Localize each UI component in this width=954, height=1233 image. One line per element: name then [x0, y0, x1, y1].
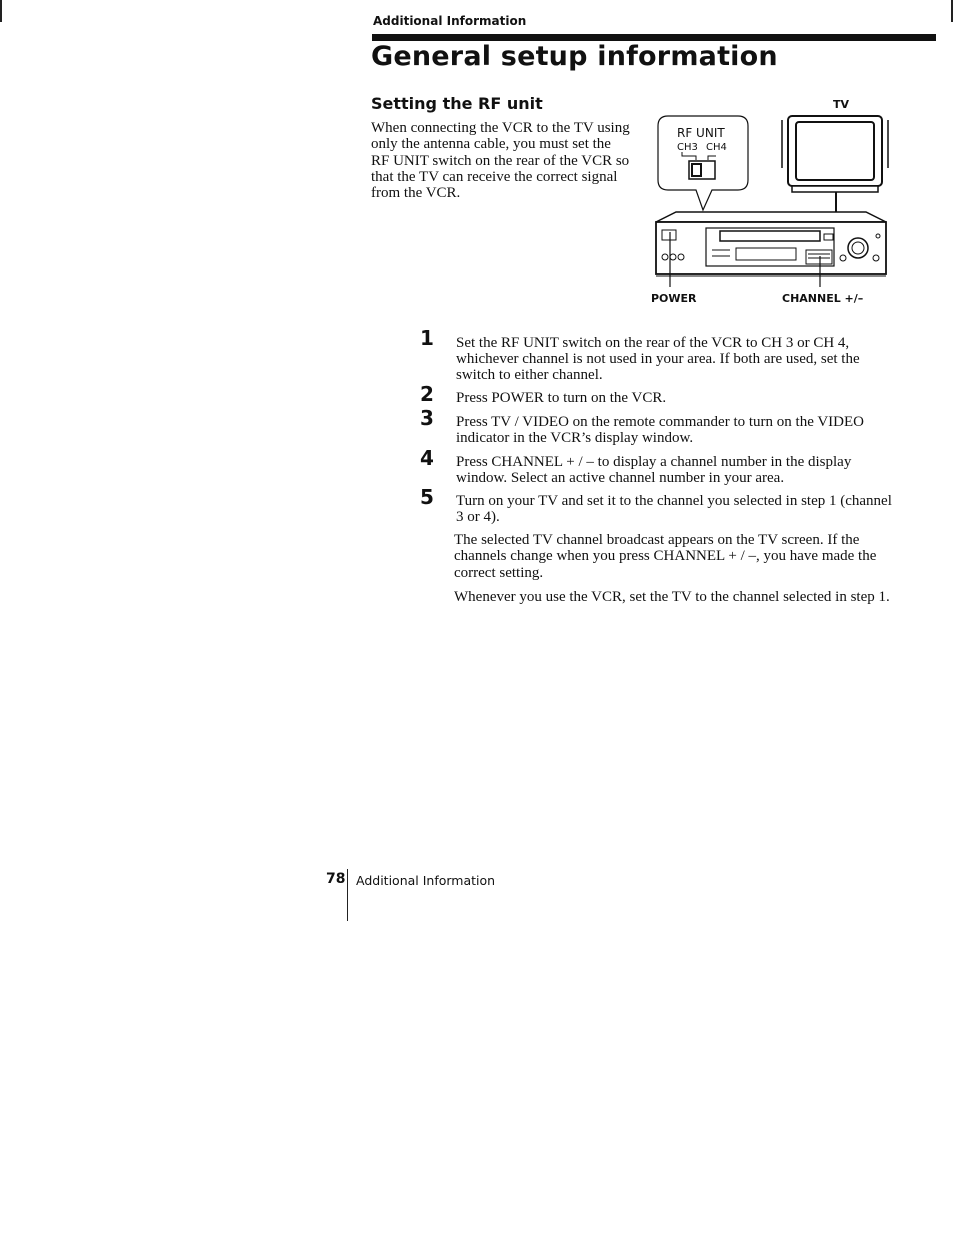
step-text: Press POWER to turn on the VCR.	[456, 390, 667, 406]
step-text: Set the RF UNIT switch on the rear of the VCR to CH 3 or CH 4, whichever channel is not used in your area. If both are used, set the switch to either channel.	[456, 335, 860, 383]
rf-switch-knob	[692, 164, 701, 176]
tv-illustration	[782, 116, 888, 214]
vcr-illustration	[656, 212, 886, 287]
section-header: Additional Information	[373, 14, 527, 28]
step-number: 4	[420, 446, 434, 470]
step-number: 2	[420, 382, 434, 406]
ch4-label: CH4	[706, 142, 727, 153]
usage-note: Whenever you use the VCR, set the TV to the channel selected in step 1.	[454, 589, 890, 605]
step-number: 1	[420, 326, 434, 350]
footer-divider	[347, 869, 348, 921]
rf-unit-callout	[658, 116, 748, 210]
page-number: 78	[326, 871, 346, 887]
step-number: 3	[420, 406, 434, 430]
ch3-label: CH3	[677, 142, 698, 153]
power-label: POWER	[651, 292, 697, 305]
rf-unit-label: RF UNIT	[677, 126, 725, 140]
scan-edge-mark	[951, 0, 953, 22]
section-heading: Setting the RF unit	[371, 94, 543, 113]
intro-paragraph: When connecting the VCR to the TV using only the antenna cable, you must set the RF UNIT switch on the rear of the VCR so that the TV can receive the correct signal from the VCR.	[371, 120, 630, 202]
scan-edge-mark	[0, 0, 2, 22]
result-note: The selected TV channel broadcast appears on the TV screen. If the channels change when you press CHANNEL + / –, you have made the correct setting.	[454, 532, 877, 581]
footer-section-label: Additional Information	[356, 873, 496, 888]
step-text: Press CHANNEL + / – to display a channel number in the display window. Select an active channel number in your area.	[456, 454, 852, 486]
channel-label: CHANNEL +/–	[782, 292, 864, 305]
page-title: General setup information	[371, 41, 778, 72]
step-text: Turn on your TV and set it to the channel you selected in step 1 (channel 3 or 4).	[456, 493, 892, 525]
header-rule	[372, 34, 936, 41]
step-text: Press TV / VIDEO on the remote commander to turn on the VIDEO indicator in the VCR’s display window.	[456, 414, 864, 446]
vcr-tv-connection-diagram	[650, 97, 890, 287]
tv-label: TV	[833, 98, 850, 111]
step-number: 5	[420, 485, 434, 509]
